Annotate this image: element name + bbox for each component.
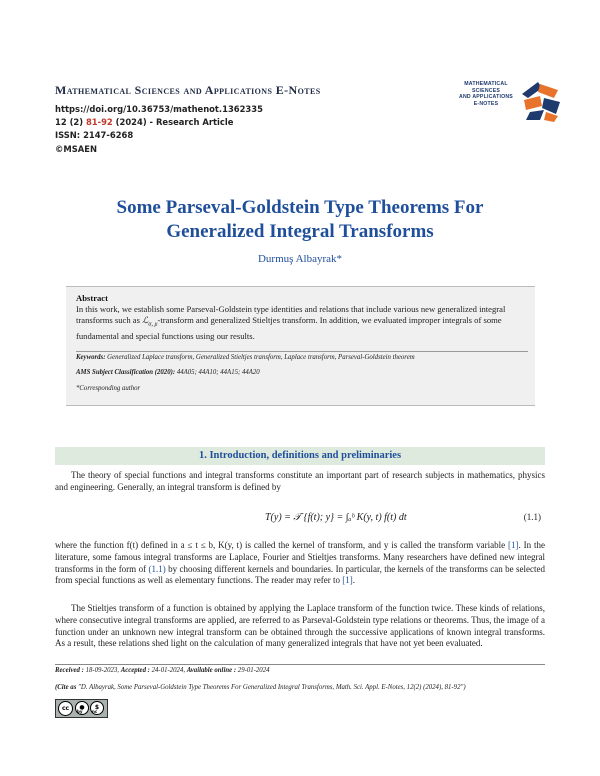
abstract-divider — [76, 351, 528, 352]
cc-license-badge[interactable] — [55, 699, 108, 718]
section-header — [55, 447, 545, 465]
keywords-list: Generalized Laplace transform, Generalized Stieltjes transform, Laplace transform, Parseval-Goldstein theorem — [105, 354, 415, 361]
cite-label: (Cite as — [55, 684, 77, 691]
citation-line — [55, 684, 466, 691]
paper-title — [40, 196, 560, 244]
issue-info — [55, 117, 233, 127]
author-name[interactable]: Durmuş Albayrak* — [257, 253, 342, 265]
journal-logo — [456, 78, 564, 124]
nc-label: nc — [92, 709, 98, 714]
equation-number: (1.1) — [523, 512, 541, 522]
logo-line-1: MATHEMATICAL — [464, 81, 508, 87]
cc-icon: cc — [58, 701, 73, 716]
corresponding-author-note: *Corresponding author — [76, 385, 141, 392]
citation-link-2[interactable]: [1] — [342, 575, 353, 586]
ams-codes: 44A05; 44A10; 44A15; 44A20 — [175, 369, 260, 376]
p2-text-b: . In the literature, some famous integral transforms are Laplace, Fourier and Stieltjes transforms. Many researchers have defined new integral transforms in the form of — [55, 540, 545, 574]
transform-symbol: ℒ — [142, 315, 149, 326]
logo-line-3: AND APPLICATIONS — [459, 94, 513, 101]
p2-text-c: by choosing different kernels and boundaries. In particular, the kernels of the transforms can be selected from special functions as well as elementary functions. The reader may refer to — [55, 563, 545, 586]
by-label: by — [77, 709, 83, 714]
issn: ISSN: 2147-6268 — [55, 130, 134, 140]
title-line-2: Generalized Integral Transforms — [166, 221, 434, 242]
abstract-text — [76, 304, 528, 342]
keywords — [76, 354, 528, 361]
intro-paragraph-2 — [55, 540, 545, 587]
intro-paragraph-3: The Stieltjes transform of a function is obtained by applying the Laplace transform of the function twice. These kinds of relations, where consecutive integral transforms are applied, are referred to as Parseval-Goldstein type relations or theorems. Thus, the image of a function under an unknown new integral transform can be obtained through the successive applications of known integral transforms. As a result, these relations shed light on the calculation of many generalized integrals that have not yet been evaluated. — [55, 603, 545, 649]
online-date: 29-01-2024 — [236, 667, 270, 674]
keywords-label: Keywords: — [76, 354, 106, 361]
journal-title: Mathematical Sciences and Applications E-Notes — [55, 83, 321, 97]
ams-classification — [76, 369, 528, 376]
logo-text — [456, 81, 516, 107]
logo-mark-icon — [518, 80, 562, 122]
received-date: 18-09-2023, — [83, 667, 121, 674]
footer-divider — [55, 664, 545, 665]
equation-1-1 — [55, 506, 545, 530]
equation-body: T(y) = 𝒯 {f(t); y} = ∫ₐᵇ K(y, t) f(t) dt — [265, 512, 407, 523]
copyright: ©MSAEN — [55, 144, 97, 154]
issue-volume: 12 (2) — [55, 117, 86, 127]
transform-subscript: α, μ — [148, 321, 158, 328]
p2-text-a: where the function f(t) defined in a ≤ t ≤ b, K(y, t) is called the kernel of transform, and y is called the transform variable — [55, 540, 508, 550]
issue-pages: 81-92 — [85, 117, 113, 127]
abstract-box — [66, 286, 535, 406]
received-label: Received : — [55, 667, 84, 674]
cite-text: "D. Albayrak, Some Parseval-Goldstein Type Theorems For Generalized Integral Transforms, Math. Sci. Appl. E-Notes, 12(2) (2024), 81-92") — [76, 684, 466, 691]
section-title: 1. Introduction, definitions and preliminaries — [198, 450, 402, 461]
attribution-icon: ● — [75, 701, 89, 715]
accepted-date: 24-01-2024, — [149, 667, 187, 674]
citation-link-1[interactable]: [1] — [508, 540, 519, 550]
abstract-text-part1: In this work, we establish some Parseval-Goldstein type identities and relations that include various new generalized integral transforms such as — [76, 304, 506, 326]
dates-line — [55, 667, 270, 674]
logo-line-4: E-NOTES — [473, 100, 499, 107]
title-line-1: Some Parseval-Goldstein Type Theorems For — [116, 197, 484, 218]
abstract-text-part2: -transform and generalized Stieltjes transform. In addition, we evaluated improper integrals of some fundamental and special functions using our results. — [76, 315, 502, 342]
intro-paragraph-1: The theory of special functions and integral transforms constitute an important part of research subjects in mathematics, physics and engineering. Generally, an integral transform is defined by — [55, 470, 545, 492]
doi-link[interactable]: https://doi.org/10.36753/mathenot.1362335 — [55, 104, 263, 114]
equation-ref-link[interactable]: (1.1) — [148, 563, 166, 574]
p2-text-d: . — [352, 575, 355, 586]
ams-label: AMS Subject Classification (2020): — [76, 369, 176, 376]
online-label: Available online : — [186, 667, 237, 674]
accepted-label: Accepted : — [120, 667, 150, 674]
issue-type: (2024) - Research Article — [112, 117, 234, 127]
logo-line-2: SCIENCES — [471, 87, 501, 94]
noncommercial-icon: $ — [90, 701, 104, 715]
abstract-heading: Abstract — [76, 293, 108, 303]
